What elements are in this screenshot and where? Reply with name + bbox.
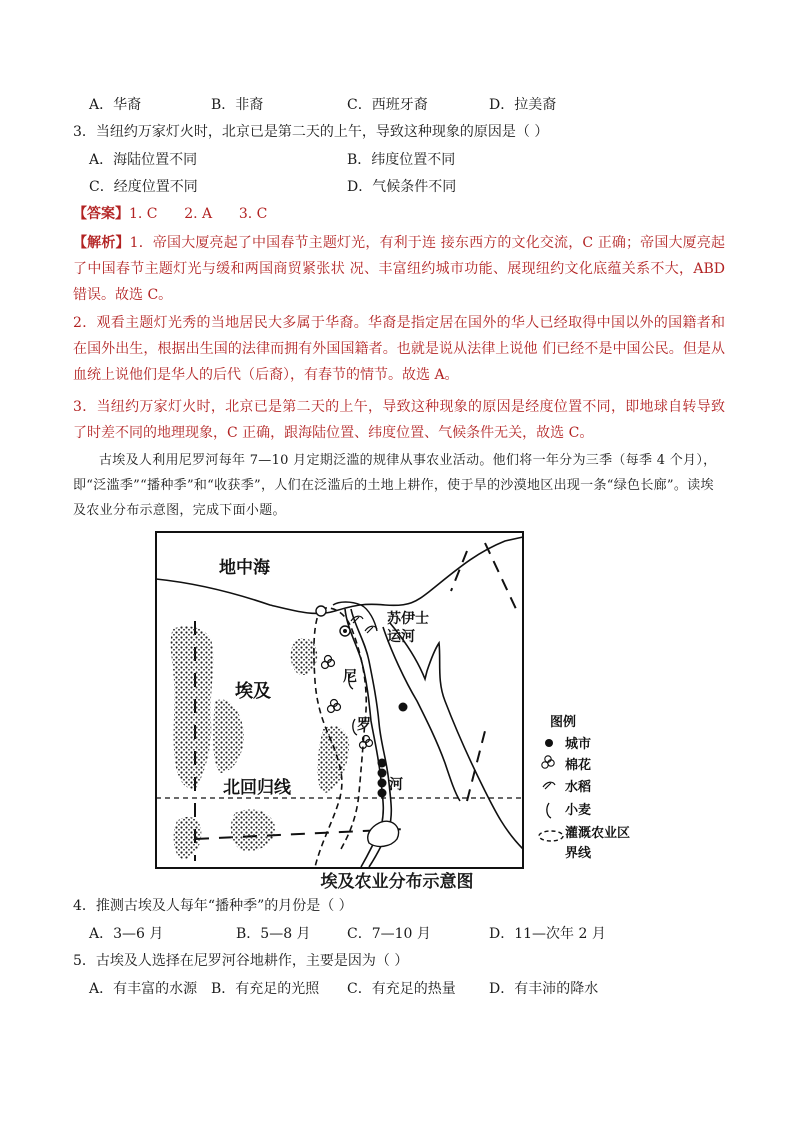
city-luxor-1 bbox=[378, 759, 387, 768]
legend-irrigation: 灌溉农业区 bbox=[565, 825, 631, 840]
city-alexandria bbox=[316, 606, 326, 616]
analysis-label: 【解析】 bbox=[73, 235, 130, 251]
label-tropic: 北回归线 bbox=[223, 778, 291, 797]
q4-option-a: A．3—6 月 bbox=[89, 926, 164, 942]
label-egypt: 埃及 bbox=[235, 681, 271, 701]
q5-option-a: A．有丰富的水源 bbox=[89, 981, 198, 997]
legend-rice-icon bbox=[543, 782, 555, 789]
legend-city: 城市 bbox=[565, 736, 592, 751]
city-red-sea bbox=[399, 703, 408, 712]
legend bbox=[539, 714, 630, 860]
q2-option-c: C．西班牙裔 bbox=[347, 97, 428, 113]
legend-city-icon bbox=[545, 739, 553, 747]
q3-option-d: D．气候条件不同 bbox=[347, 179, 457, 195]
answer-label: 【答案】 bbox=[73, 206, 129, 222]
city-luxor-3 bbox=[378, 779, 387, 788]
label-suez-1: 苏伊士 bbox=[387, 610, 429, 626]
city-cairo bbox=[343, 629, 347, 633]
q2-option-a: A．华裔 bbox=[89, 97, 142, 113]
q4-option-c: C．7—10 月 bbox=[347, 926, 431, 942]
q5-option-b: B．有充足的光照 bbox=[211, 981, 320, 997]
legend-title: 图例 bbox=[550, 714, 577, 729]
label-nile-3: 河 bbox=[389, 776, 403, 792]
legend-rice: 水稻 bbox=[565, 779, 592, 794]
q3-option-b: B．纬度位置不同 bbox=[347, 152, 456, 168]
city-aswan bbox=[378, 789, 387, 798]
q4-option-d: D．11—次年 2 月 bbox=[489, 926, 606, 942]
legend-cotton: 棉花 bbox=[565, 757, 592, 772]
q4-option-b: B．5—8 月 bbox=[236, 926, 311, 942]
legend-border: 界线 bbox=[565, 845, 592, 860]
answer-line bbox=[73, 204, 267, 224]
map-svg bbox=[155, 531, 639, 870]
q2-option-b: B．非裔 bbox=[211, 97, 264, 113]
q2-option-d: D．拉美裔 bbox=[489, 97, 557, 113]
q5-option-c: C．有充足的热量 bbox=[347, 981, 456, 997]
q3-option-c: C．经度位置不同 bbox=[89, 179, 198, 195]
label-nile-2: 罗 bbox=[357, 716, 371, 732]
label-nile-1: 尼 bbox=[343, 668, 357, 684]
legend-irrigation-icon bbox=[539, 831, 563, 841]
analysis-paragraph-1 bbox=[73, 230, 725, 308]
analysis-paragraph-2: 2．观看主题灯光秀的当地居民大多属于华裔。华裔是指定居在国外的华人已经取得中国以外的国籍者和在国外出生，根据出生国的法律而拥有外国国籍者。也就是说从法律上说他 们已经不是中国公民。但是从血统上说他们是华人的后代（后裔），有春节的情节。故选 A。 bbox=[73, 315, 725, 383]
q3-option-a: A．海陆位置不同 bbox=[89, 152, 198, 168]
egypt-agriculture-map bbox=[155, 531, 639, 870]
map-caption: 埃及农业分布示意图 bbox=[320, 872, 474, 891]
map-frame bbox=[156, 532, 523, 868]
q5-option-d: D．有丰沛的降水 bbox=[489, 981, 599, 997]
q5-stem: 5．古埃及人选择在尼罗河谷地耕作，主要是因为（ ） bbox=[73, 953, 409, 969]
legend-wheat-icon bbox=[547, 803, 551, 818]
analysis-text-1: 1．帝国大厦亮起了中国春节主题灯光，有利于连 接东西方的文化交流，C 正确；帝国大厦亮起了中国春节主题灯光与缓和两国商贸紧张状 况、丰富纽约城市功能、展现纽约文化底蕴关系不大，ABD 错误。故选 C。 bbox=[73, 235, 725, 303]
label-suez-2: 运河 bbox=[387, 628, 415, 644]
analysis-paragraph-3: 3．当纽约万家灯火时，北京已是第二天的上午，导致这种现象的原因是经度位置不同，即地球自转导致了时差不同的地理现象，C 正确，跟海陆位置、纬度位置、气候条件无关，故选 C。 bbox=[73, 399, 725, 441]
q3-stem: 3．当纽约万家灯火时，北京已是第二天的上午，导致这种现象的原因是（ ） bbox=[73, 124, 549, 140]
legend-wheat: 小麦 bbox=[565, 802, 592, 817]
intro-paragraph: 古埃及人利用尼罗河每年 7—10 月定期泛滥的规律从事农业活动。他们将一年分为三季（每季 4 个月），即“泛滥季”“播种季”和“收获季”，人们在泛滥后的土地上耕作，使于旱的沙漠地区出现一条“绿色长廊”。读埃及农业分布示意图，完成下面小题。 bbox=[73, 453, 717, 518]
city-luxor-2 bbox=[378, 769, 387, 778]
legend-cotton-icon bbox=[542, 756, 554, 768]
q4-stem: 4．推测古埃及人每年“播种季”的月份是（ ） bbox=[73, 898, 353, 914]
answer-text: 1. C 2. A 3. C bbox=[129, 206, 268, 222]
label-mediterranean: 地中海 bbox=[219, 558, 270, 577]
